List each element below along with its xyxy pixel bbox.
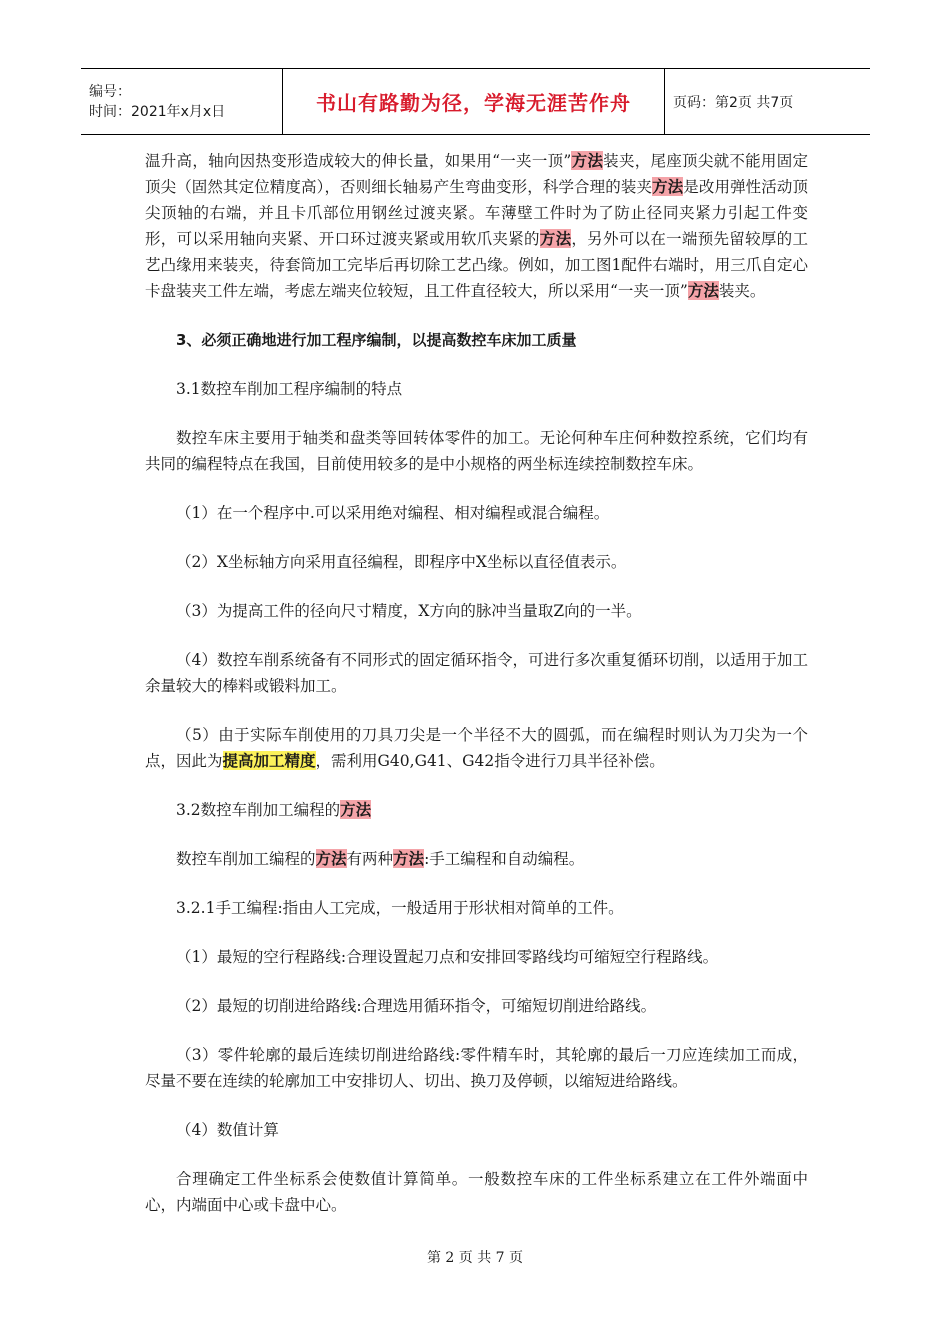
highlight-term: 方法 xyxy=(687,281,719,300)
page-header xyxy=(81,68,870,135)
header-meta xyxy=(81,69,283,134)
subheading-3-2 xyxy=(145,797,808,823)
method-item-4: （4）数值计算 xyxy=(176,1121,279,1139)
highlight-term: 方法 xyxy=(393,849,425,868)
number-label: 编号： xyxy=(89,83,131,100)
list-item-3: （3）为提高工件的径向尺寸精度，X方向的脉冲当量取Z向的一半。 xyxy=(176,602,642,620)
text-run: 有两种 xyxy=(346,850,394,868)
list-item-1: （1）在一个程序中.可以采用绝对编程、相对编程或混合编程。 xyxy=(176,504,610,522)
highlight-term: 方法 xyxy=(539,229,572,248)
text-run: :手工编程和自动编程。 xyxy=(424,850,585,868)
list-item-4: （4）数控车削系统备有不同形式的固定循环指令，可进行多次重复循环切削，以适用于加工余量较大的棒料或锻料加工。 xyxy=(145,651,808,695)
page-footer: 第 2 页 共 7 页 xyxy=(426,1250,524,1266)
page-label: 页码：第2页 共7页 xyxy=(673,94,794,111)
text-run: ，需利用G40,G41、G42指令进行刀具半径补偿。 xyxy=(315,752,665,770)
method-item-3: （3）零件轮廓的最后连续切削进给路线:零件精车时，其轮廓的最后一刀应连续加工而成，尽量不要在连续的轮廓加工中安排切人、切出、换刀及停顿，以缩短进给路线。 xyxy=(145,1046,808,1090)
text-run: 温升高，轴向因热变形造成较大的伸长量，如果用“一夹一顶” xyxy=(145,152,572,170)
paragraph-coordinates: 合理确定工件坐标系会使数值计算简单。一般数控车床的工件坐标系建立在工件外端面中心，内端面中心或卡盘中心。 xyxy=(145,1170,808,1214)
header-page xyxy=(665,69,870,134)
method-item-1: （1）最短的空行程路线:合理设置起刀点和安排回零路线均可缩短空行程路线。 xyxy=(176,948,719,966)
subheading-3-1: 3.1数控车削加工程序编制的特点 xyxy=(176,380,403,398)
subheading-3-2-1: 3.2.1手工编程:指由人工完成，一般适用于形状相对简单的工件。 xyxy=(176,899,624,917)
text-run: 数控车削加工编程的 xyxy=(176,850,316,868)
text-run: 装夹。 xyxy=(718,282,766,300)
paragraph-clamping xyxy=(145,148,808,304)
list-item-2: （2）X坐标轴方向采用直径编程，即程序中X坐标以直径值表示。 xyxy=(176,553,627,571)
paragraph-3-1: 数控车床主要用于轴类和盘类等回转体零件的加工。无论何种车庄何种数控系统，它们均有共同的编程特点在我国，目前使用较多的是中小规格的两坐标连续控制数控车床。 xyxy=(145,429,808,473)
highlight-term: 方法 xyxy=(652,177,684,196)
text-run: （5）由于实际车削使用的刀具刀尖是一个半径不大的圆弧，而在编程时则认为刀尖为一个点，因此为 xyxy=(145,726,808,770)
header-motto xyxy=(283,69,665,134)
text-run: 装夹，尾座顶尖就不能用固定顶尖（固然其定位精度高），否则细长轴易产生弯曲变形，科学合理的装夹 xyxy=(145,152,808,196)
highlight-term-yellow: 提高加工精度 xyxy=(222,751,316,770)
text-run: 是改用弹性活动顶尖顶轴的右端，并且卡爪部位用钢丝过渡夹紧。车薄壁工件时为了防止径同夹紧力引起工件变形，可以采用轴向夹紧、开口环过渡夹紧或用软爪夹紧的 xyxy=(145,178,808,248)
date-label: 时间：2021年x月x日 xyxy=(89,103,226,120)
method-item-2: （2）最短的切削进给路线:合理选用循环指令，可缩短切削进给路线。 xyxy=(176,997,657,1015)
text-run: ，另外可以在一端预先留较厚的工艺凸缘用来装夹，待套筒加工完毕后再切除工艺凸缘。例如，加工图1配件右端时，用三爪自定心卡盘装夹工件左端，考虑左端夹位较短，且工件直径较大，所以采用“一夹一顶” xyxy=(145,230,808,300)
highlight-term: 方法 xyxy=(315,849,347,868)
motto-text: 书山有路勤为径，学海无涯苦作舟 xyxy=(316,91,631,115)
document-body xyxy=(145,148,808,1218)
text-run: 3.2数控车削加工编程的 xyxy=(176,801,341,819)
paragraph-3-2 xyxy=(145,846,808,872)
highlight-term: 方法 xyxy=(340,800,372,819)
highlight-term: 方法 xyxy=(571,151,604,170)
list-item-5 xyxy=(145,722,808,774)
section-heading-3: 3、必须正确地进行加工程序编制，以提高数控车床加工质量 xyxy=(176,331,577,349)
